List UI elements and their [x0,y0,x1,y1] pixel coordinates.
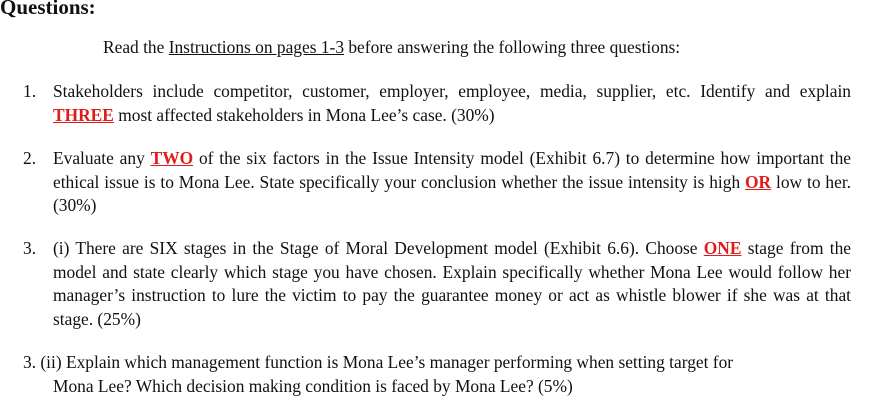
intro-after: before answering the following three questions: [344,37,681,57]
question-1 [23,80,851,127]
question-3-text [53,237,851,331]
question-3-number: 3. [23,238,37,258]
question-3-emphasis-one: ONE [703,238,742,258]
question-2-number: 2. [23,148,37,168]
intro-line [103,36,680,58]
question-3-part2: stage from the model and state clearly which stage you have chosen. Explain specifically whether Mona Lee would follow her manager’s instruction to lure the victim to pay the guarantee money or act as whistle blower if she was at that stage. (25%) [53,238,851,329]
question-2-part2: of the six factors in the Issue Intensity model (Exhibit 6.7) to determine how important the ethical issue is to Mona Lee. State specifically your conclusion whether the issue intensity is high [53,148,852,192]
question-3-ii [23,351,859,398]
question-2-part1: Evaluate any [53,148,151,168]
instructions-reference: Instructions on pages 1-3 [168,37,345,57]
question-2 [23,147,851,218]
questions-heading: Questions: [0,0,96,19]
question-1-number: 1. [23,81,37,101]
question-3-ii-line2: Mona Lee? Which decision making condition is faced by Mona Lee? (5%) [53,375,573,396]
question-1-part1: Stakeholders include competitor, customer, employer, employee, media, supplier, etc. Identify and explain [53,81,851,101]
question-3-part1: (i) There are SIX stages in the Stage of Moral Development model (Exhibit 6.6). Choose [53,238,704,258]
question-1-text [53,80,851,127]
question-2-text [53,147,851,218]
question-1-emphasis-three: THREE [53,104,114,125]
question-3-ii-line1: 3. (ii) Explain which management function is Mona Lee’s manager performing when setting target for [23,352,734,372]
intro-before: Read the [103,37,169,57]
question-2-emphasis-or: OR [745,171,772,192]
question-3 [23,237,851,331]
question-2-emphasis-two: TWO [150,148,194,168]
question-1-part2: most affected stakeholders in Mona Lee’s case. (30%) [113,104,495,125]
question-2-part3: low to her. (30%) [53,171,851,216]
